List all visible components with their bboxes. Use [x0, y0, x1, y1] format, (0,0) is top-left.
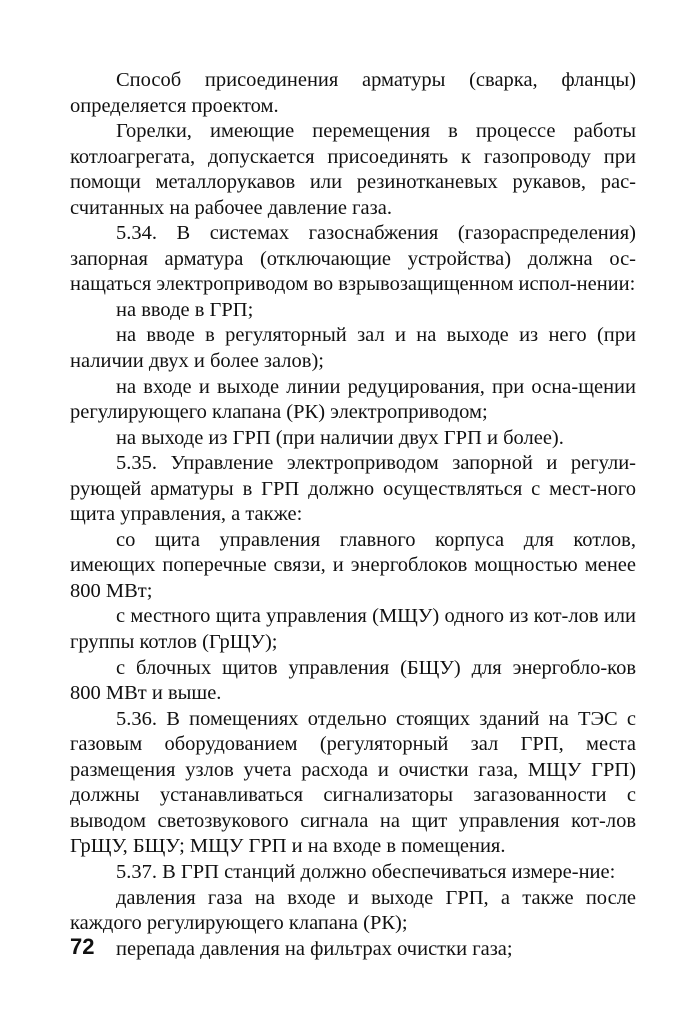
list-item-grp-outlet: на выходе из ГРП (при наличии двух ГРП и более).	[116, 426, 564, 449]
paragraph-5-34: 5.34. В системах газоснабжения (газораспределения) запорная арматура (отключающие устройства) должна ос-нащаться электроприводом во взрывозащищенном испол-нении:	[70, 222, 636, 296]
list-item-grp-inlet: на вводе в ГРП;	[116, 298, 254, 321]
paragraph-burners: Горелки, имеющие перемещения в процессе работы котлоагрегата, допускается присоединять к газопроводу при помощи металлорукавов или резинотканевых рукавов, рас-считанных на рабочее давление газа.	[70, 120, 636, 219]
list-item-reduction-line: на входе и выходе линии редуцирования, при осна-щении регулирующего клапана (РК) электроприводом;	[70, 375, 636, 424]
list-item-regulator-hall: на вводе в регуляторный зал и на выходе из него (при наличии двух и более залов);	[70, 324, 636, 373]
paragraph-fitting-connection: Способ присоединения арматуры (сварка, фланцы) определяется проектом.	[70, 69, 636, 117]
list-item-local-control-panel: с местного щита управления (МЩУ) одного из кот-лов или группы котлов (ГрЩУ);	[70, 605, 636, 654]
paragraph-5-36: 5.36. В помещениях отдельно стоящих зданий на ТЭС с газовым оборудованием (регуляторный зал ГРП, места размещения узлов учета расхода и очистки газа, МЩУ ГРП) должны устанавливаться сигнализаторы загазованности с выводом светозвукового сигнала на щит управления кот-лов ГрЩУ, БЩУ; МЩУ ГРП и на входе в помещения.	[70, 707, 636, 858]
list-item-filter-pressure-drop: перепада давления на фильтрах очистки газа;	[116, 937, 513, 960]
list-item-unit-control-panels: с блочных щитов управления (БЩУ) для энергобло-ков 800 МВт и выше.	[70, 656, 636, 705]
paragraph-5-37: 5.37. В ГРП станций должно обеспечиваться измере-ние:	[116, 860, 616, 883]
list-item-main-control-panel: со щита управления главного корпуса для котлов, имеющих поперечные связи, и энергоблоков мощностью менее 800 МВт;	[70, 528, 636, 602]
page-number: 72	[70, 934, 95, 959]
body-text	[70, 68, 636, 962]
list-item-gas-pressure: давления газа на входе и выходе ГРП, а также после каждого регулирующего клапана (РК);	[70, 886, 636, 935]
paragraph-5-35: 5.35. Управление электроприводом запорной и регули-рующей арматуры в ГРП должно осуществляться с мест-ного щита управления, а также:	[70, 452, 636, 526]
